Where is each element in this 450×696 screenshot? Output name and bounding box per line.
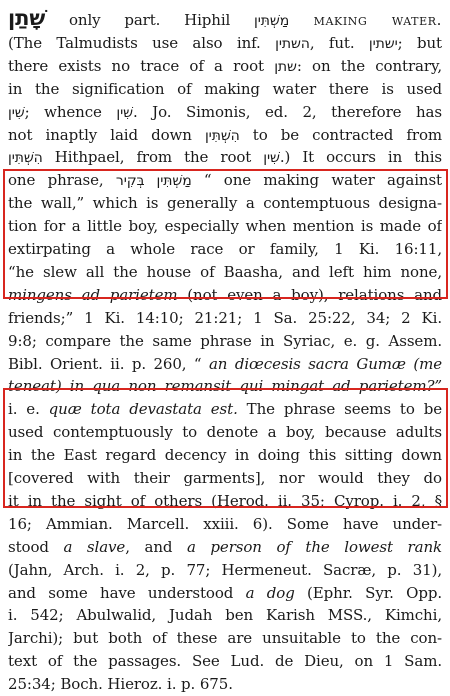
text-segment: there exists no trace of a root — [8, 56, 275, 75]
text-line — [8, 626, 442, 650]
text-segment: quæ tota devastata est. — [48, 400, 238, 419]
text-line — [8, 100, 442, 124]
text-segment: Hithpael, from the root — [42, 148, 264, 167]
text-line — [8, 672, 442, 696]
text-segment: Jarchi); but both of these are unsuitable to the con- — [8, 629, 442, 648]
text-segment: a dog — [245, 583, 295, 602]
text-line — [8, 214, 442, 238]
text-segment: , fut. — [309, 33, 369, 52]
text-line — [8, 603, 442, 627]
text-line — [8, 535, 442, 559]
text-line — [8, 306, 442, 330]
text-segment: . Jo. Simonis, ed. 2, therefore has — [132, 102, 442, 121]
text-segment: the wall,” which is generally a contemptuous designa- — [8, 194, 442, 213]
text-segment: (not even a boy), relations and — [177, 285, 442, 304]
text-segment: Bibl. Orient. ii. p. 260, “ — [8, 354, 209, 373]
text-segment: .) It occurs in this — [279, 148, 442, 167]
text-segment: mingens ad parietem — [8, 285, 178, 304]
text-segment: שִׁין — [263, 150, 280, 167]
text-segment: in the signification of making water there is used — [8, 79, 442, 98]
text-segment: stood — [8, 537, 64, 556]
text-line — [8, 260, 442, 284]
text-segment: ; but — [397, 33, 442, 52]
text-line — [8, 329, 442, 353]
text-segment: ישתין — [368, 35, 398, 52]
text-segment: (The Talmudists use also inf. — [8, 33, 276, 52]
text-segment: הִשְׁתִּין — [204, 127, 240, 144]
text-segment: an diœcesis sacra Gumæ (me — [208, 354, 442, 373]
text-segment: extirpating a whole race or family, 1 Ki. 16:11, — [8, 240, 442, 258]
text-line — [8, 420, 442, 444]
text-line — [8, 77, 442, 101]
text-segment: מַשְׁתִּין בְּקִיר — [115, 173, 192, 190]
text-segment: not inaptly laid down — [8, 125, 205, 144]
text-line — [8, 649, 442, 673]
text-segment: one phrase, — [8, 171, 116, 190]
text-segment: a person of the lowest rank — [186, 537, 442, 556]
text-line — [8, 31, 442, 55]
text-segment: i. e. — [8, 400, 49, 419]
text-segment: שתן — [274, 58, 297, 75]
text-segment: used contemptuously to denote a boy, because adults — [8, 423, 442, 442]
text-segment: הִשְׁתִּין — [8, 150, 43, 167]
text-segment: and some have understood — [8, 583, 246, 602]
headword: שָׁתַן — [8, 6, 46, 30]
text-segment: 25:34; Boch. Hieroz. i. p. 675. — [8, 675, 233, 694]
text-segment: (Ephr. Syr. Opp. — [294, 583, 442, 602]
text-segment: text of the passages. See Lud. de Dieu, on 1 Sam. — [8, 652, 442, 671]
text-segment: שִׁין — [116, 104, 133, 121]
text-segment: “ one making water against — [191, 171, 442, 190]
text-segment: The phrase seems to be — [237, 400, 442, 419]
text-segment: i. 542; Abulwalid, Judah ben Karish MSS., Kimchi, — [8, 606, 442, 625]
text-line — [8, 397, 442, 421]
text-line — [8, 123, 442, 147]
text-line — [8, 581, 442, 605]
text-line — [8, 168, 442, 192]
text-segment: , and — [125, 537, 187, 556]
text-line — [8, 4, 442, 32]
text-line — [8, 237, 442, 261]
text-segment: in the East regard decency in doing this sitting down — [8, 446, 442, 465]
text-line — [8, 512, 442, 536]
text-segment: only part. Hiphil — [45, 11, 255, 29]
text-segment: מַשְׁתִּין — [254, 13, 290, 29]
text-segment: : on the contrary, — [296, 56, 442, 75]
text-segment: making water. — [289, 11, 442, 29]
text-segment: שִׁין — [8, 104, 25, 121]
text-segment: teneat) in qua non remansit qui mingat ad parietem?” — [8, 377, 442, 396]
text-line — [8, 489, 442, 513]
text-segment: השתין — [275, 35, 310, 52]
text-line — [8, 466, 442, 490]
text-segment: “he slew all the house of Baasha, and left him none, — [8, 262, 442, 281]
text-segment: 9:8; compare the same phrase in Syriac, e. g. Assem. — [8, 331, 442, 350]
text-segment: tion for a little boy, especially when mention is made of — [8, 217, 442, 236]
text-line — [8, 352, 442, 376]
text-segment: it in the sight of others (Herod. ii. 35; Cyrop. i. 2, § — [8, 491, 442, 510]
text-segment: [covered with their garments], nor would they do — [8, 469, 442, 487]
text-segment: 16; Ammian. Marcell. xxiii. 6). Some have under- — [8, 514, 442, 533]
text-segment: ; whence — [24, 102, 117, 121]
text-line — [8, 145, 442, 169]
text-line — [8, 191, 442, 215]
text-line — [8, 283, 442, 307]
text-segment: (Jahn, Arch. i. 2, p. 77; Hermeneut. Sacræ, p. 31), — [8, 560, 442, 579]
text-segment: to be contracted from — [239, 125, 442, 144]
text-line — [8, 443, 442, 467]
text-line — [8, 558, 442, 582]
text-line — [8, 54, 442, 78]
text-segment: friends;” 1 Ki. 14:10; 21:21; 1 Sa. 25:22, 34; 2 Ki. — [8, 308, 442, 327]
text-segment: a slave — [63, 537, 126, 556]
text-line — [8, 374, 442, 398]
